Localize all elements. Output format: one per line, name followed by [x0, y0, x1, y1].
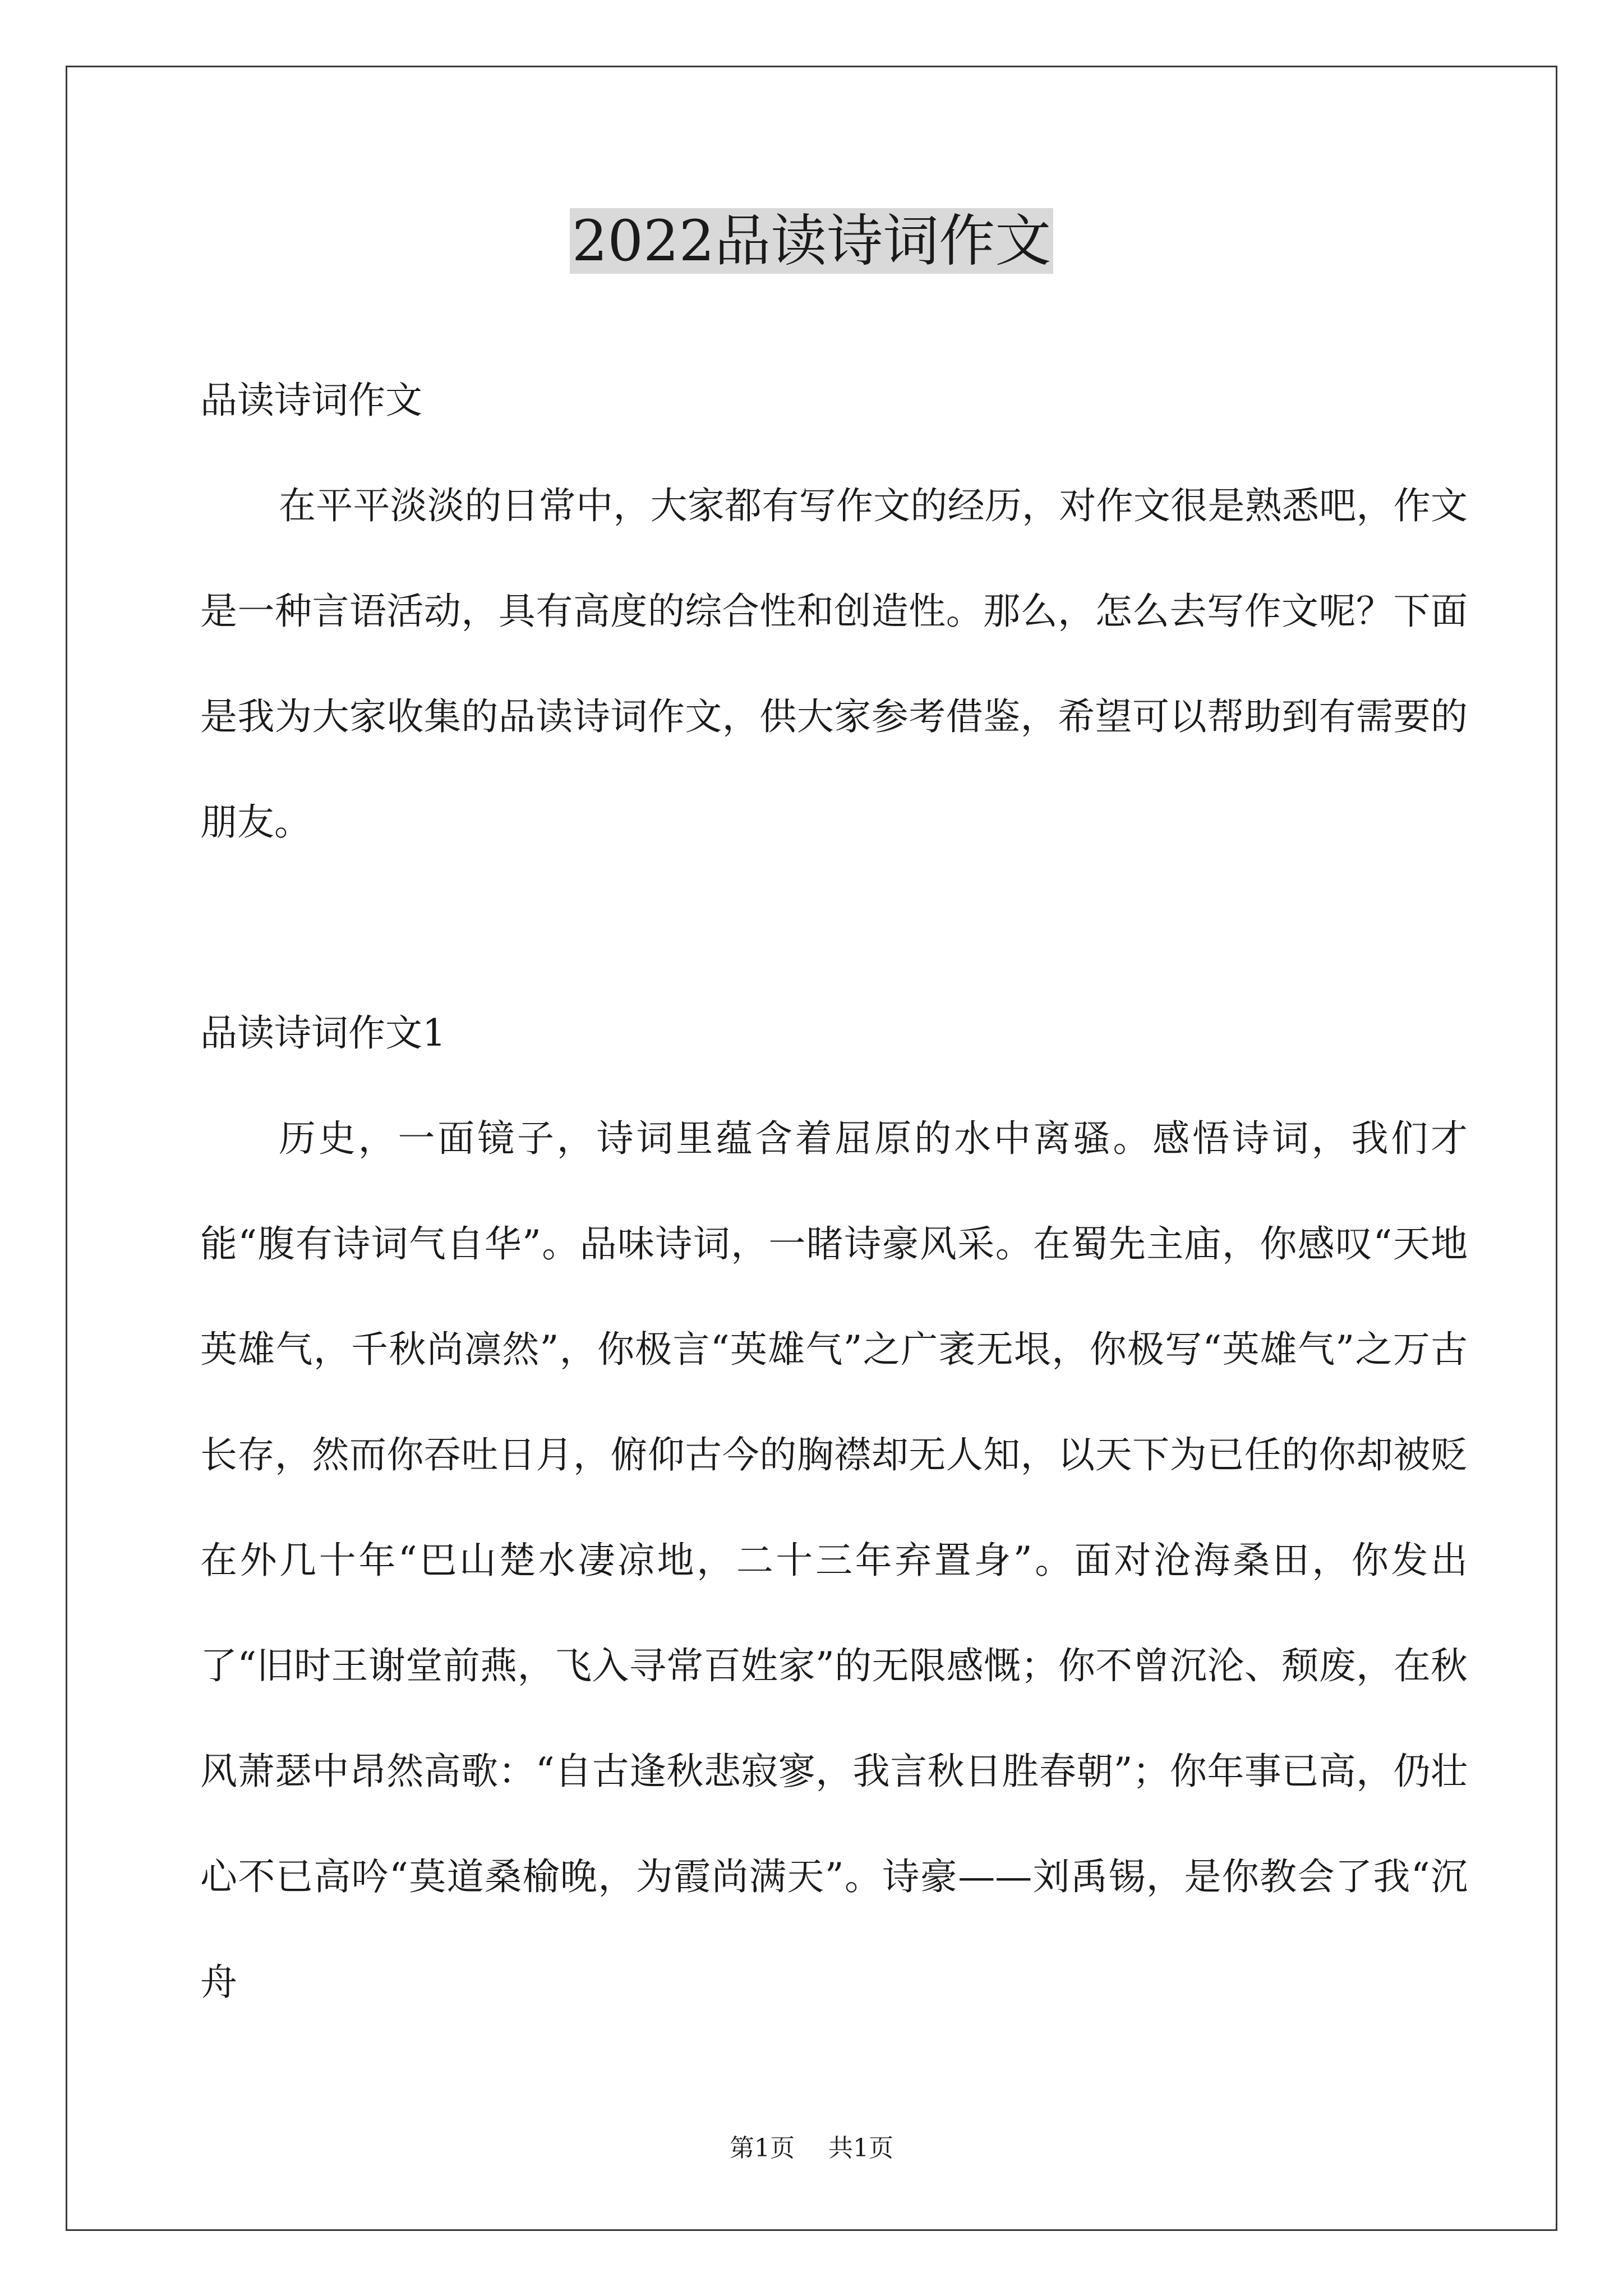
- intro-paragraph: 在平平淡淡的日常中，大家都有写作文的经历，对作文很是熟悉吧，作文是一种言语活动，具有高度的综合性和创造性。那么，怎么去写作文呢？下面是我为大家收集的品读诗词作文，供大家参考借鉴，希望可以帮助到有需要的朋友。: [200, 484, 1468, 844]
- page-total: 共1页: [828, 2134, 893, 2162]
- section-heading: 品读诗词作文1: [200, 1011, 446, 1055]
- paragraph-gap: [200, 875, 1468, 981]
- document-title: [0, 202, 1623, 280]
- section-paragraph: 历史，一面镜子，诗词里蕴含着屈原的水中离骚。感悟诗词，我们才能“腹有诗词气自华”。品味诗词，一睹诗豪风采。在蜀先主庙，你感叹“天地英雄气，千秋尚凛然”，你极言“英雄气”之广袤无垠，你极写“英雄气”之万古长存，然而你吞吐日月，俯仰古今的胸襟却无人知，以天下为已任的你却被贬在外几十年“巴山楚水凄凉地，二十三年弃置身”。面对沧海桑田，你发出了“旧时王谢堂前燕，飞入寻常百姓家”的无限感慨；你不曾沉沦、颓废，在秋风萧瑟中昂然高歌：“自古逢秋悲寂寥，我言秋日胜春朝”；你年事已高，仍壮心不已高吟“莫道桑榆晚，为霞尚满天”。诗豪——刘禹锡，是你教会了我“沉舟: [200, 1117, 1468, 2004]
- page-number: 第1页: [730, 2134, 795, 2162]
- document-body: [200, 348, 1468, 2035]
- document-subtitle: 品读诗词作文: [200, 379, 422, 422]
- document-title-text: 2022品读诗词作文: [570, 208, 1054, 274]
- page-footer: [0, 2132, 1623, 2165]
